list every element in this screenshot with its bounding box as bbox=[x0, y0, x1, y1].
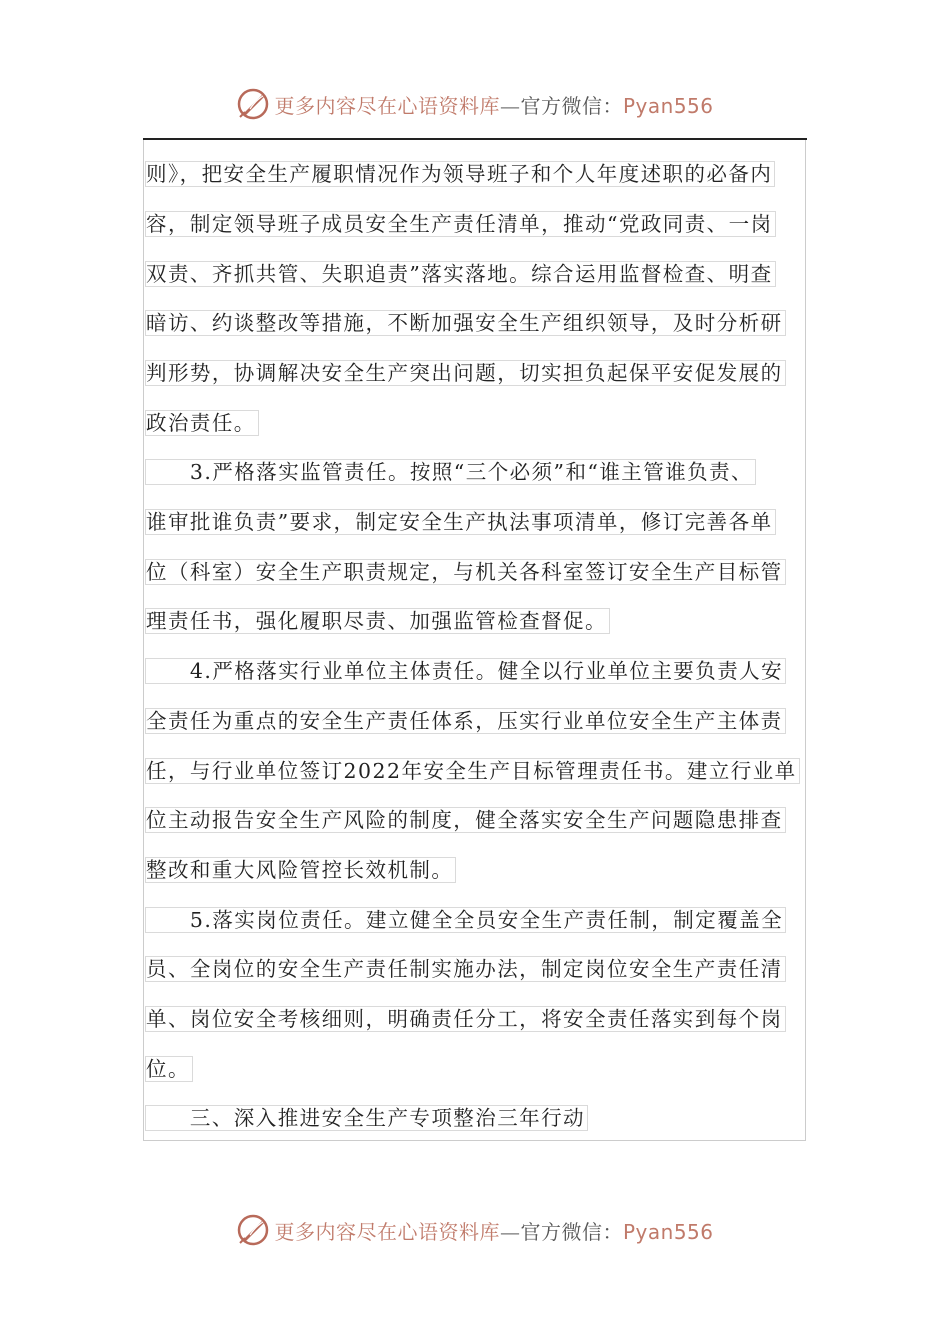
text-line: 三、深入推进安全生产专项整治三年行动 bbox=[145, 1105, 588, 1131]
text-line: 则》，把安全生产履职情况作为领导班子和个人年度述职的必备内 bbox=[145, 161, 775, 187]
quill-logo-icon bbox=[236, 87, 270, 121]
header-banner bbox=[0, 84, 950, 124]
quill-logo-icon bbox=[236, 1213, 270, 1247]
banner-site-text: 更多内容尽在心语资料库 bbox=[274, 1219, 500, 1244]
text-line: 谁审批谁负责”要求，制定安全生产执法事项清单，修订完善各单 bbox=[145, 509, 776, 535]
content-frame bbox=[143, 140, 806, 1141]
text-line: 容，制定领导班子成员安全生产责任清单，推动“党政同责、一岗 bbox=[145, 211, 776, 237]
text-line: 位主动报告安全生产风险的制度，健全落实安全生产问题隐患排查 bbox=[145, 807, 786, 833]
text-line: 任，与行业单位签订2022年安全生产目标管理责任书。建立行业单 bbox=[145, 758, 800, 784]
banner-wechat-id: Pyan556 bbox=[622, 93, 714, 118]
text-line: 位（科室）安全生产职责规定，与机关各科室签订安全生产目标管 bbox=[145, 559, 786, 585]
text-line: 判形势，协调解决安全生产突出问题，切实担负起保平安促发展的 bbox=[145, 360, 786, 386]
text-line: 理责任书，强化履职尽责、加强监管检查督促。 bbox=[145, 608, 610, 634]
footer-banner bbox=[0, 1210, 950, 1250]
text-line: 位。 bbox=[145, 1056, 193, 1082]
banner-wechat-label: 官方微信： bbox=[520, 1219, 623, 1244]
text-line: 5.落实岗位责任。建立健全全员安全生产责任制，制定覆盖全 bbox=[145, 907, 786, 933]
banner-site-text: 更多内容尽在心语资料库 bbox=[274, 93, 500, 118]
banner-separator: — bbox=[499, 93, 521, 118]
text-line: 单、岗位安全考核细则，明确责任分工，将安全责任落实到每个岗 bbox=[145, 1006, 786, 1032]
banner-wechat-id: Pyan556 bbox=[622, 1219, 714, 1244]
text-line: 双责、齐抓共管、失职追责”落实落地。综合运用监督检查、明查 bbox=[145, 261, 776, 287]
text-line: 4.严格落实行业单位主体责任。健全以行业单位主要负责人安 bbox=[145, 658, 786, 684]
banner-separator: — bbox=[499, 1219, 521, 1244]
text-line: 整改和重大风险管控长效机制。 bbox=[145, 857, 456, 883]
text-line: 暗访、约谈整改等措施，不断加强安全生产组织领导，及时分析研 bbox=[145, 310, 786, 336]
banner-wechat-label: 官方微信： bbox=[520, 93, 623, 118]
text-line: 员、全岗位的安全生产责任制实施办法，制定岗位安全生产责任清 bbox=[145, 956, 786, 982]
text-line: 3.严格落实监管责任。按照“三个必须”和“谁主管谁负责、 bbox=[145, 459, 756, 485]
text-line: 全责任为重点的安全生产责任体系，压实行业单位安全生产主体责 bbox=[145, 708, 786, 734]
text-line: 政治责任。 bbox=[145, 410, 259, 436]
